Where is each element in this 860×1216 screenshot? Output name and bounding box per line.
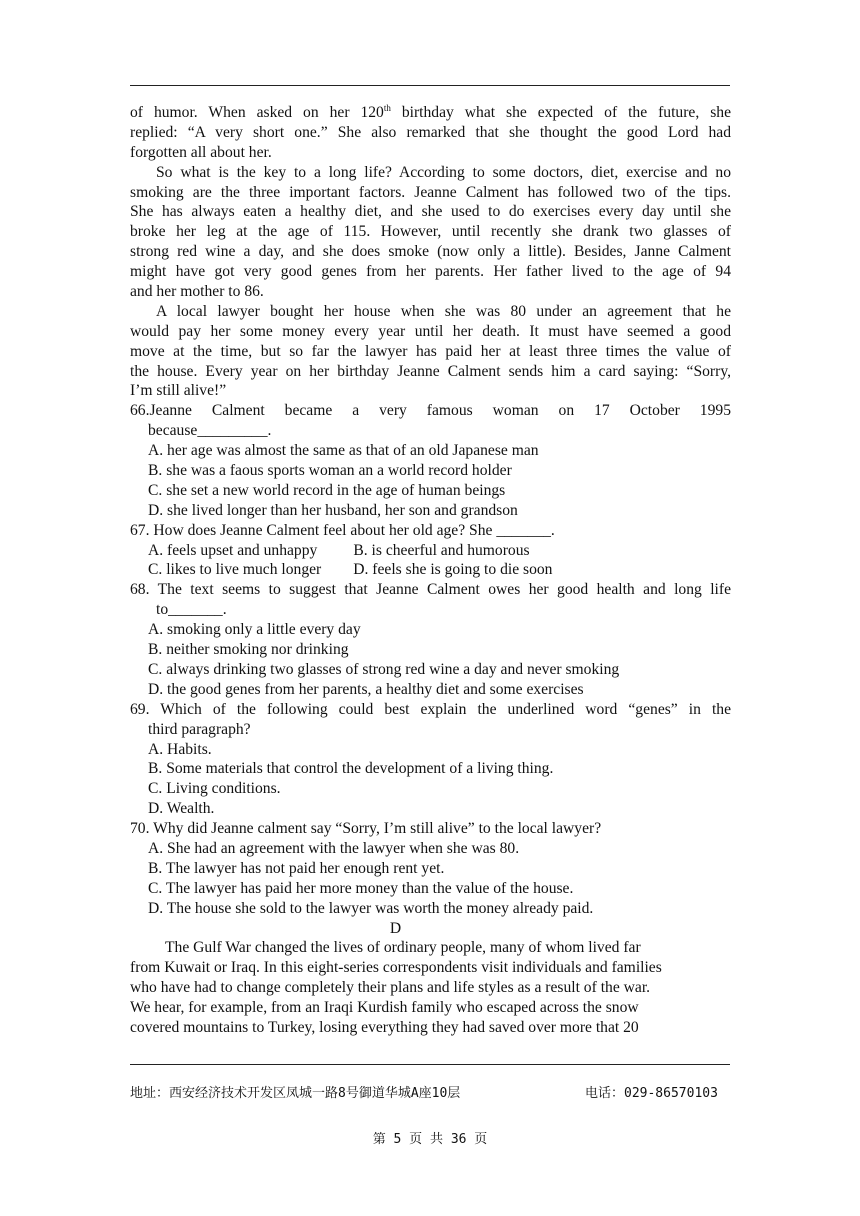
question-66-stem-cont: because_________. xyxy=(148,422,272,440)
passage-line: She has always eaten a healthy diet, and she used to do exercises every day until she xyxy=(130,203,731,221)
passage-line: replied: “A very short one.” She also remarked that she thought the good Lord had xyxy=(130,123,731,141)
passage-line: of humor. When asked on her 120th birthday what she expected of the future, she xyxy=(130,102,731,121)
option-67-a: A. feels upset and unhappy xyxy=(148,541,318,559)
passage-line: broke her leg at the age of 115. However, until recently she drank two glasses of xyxy=(130,223,731,241)
option-70-d: D. The house she sold to the lawyer was worth the money already paid. xyxy=(148,899,594,917)
passage-line: We hear, for example, from an Iraqi Kurdish family who escaped across the snow xyxy=(130,999,639,1017)
passage-line: covered mountains to Turkey, losing everything they had saved over more that 20 xyxy=(130,1018,639,1036)
option-66-d: D. she lived longer than her husband, her son and grandson xyxy=(148,501,518,519)
passage-line: So what is the key to a long life? According to some doctors, diet, exercise and no xyxy=(156,163,731,181)
option-row xyxy=(130,541,731,561)
question-69-stem-cont: third paragraph? xyxy=(148,720,251,738)
option-68-b: B. neither smoking nor drinking xyxy=(148,641,349,659)
option-68-a: A. smoking only a little every day xyxy=(148,621,361,639)
option-69-b: B. Some materials that control the development of a living thing. xyxy=(148,760,554,778)
passage-line: A local lawyer bought her house when she was 80 under an agreement that he xyxy=(156,302,731,320)
option-70-c: C. The lawyer has paid her more money than the value of the house. xyxy=(148,879,574,897)
question-70-stem: 70. Why did Jeanne calment say “Sorry, I’m still alive” to the local lawyer? xyxy=(130,820,602,838)
passage-line: I’m still alive!” xyxy=(130,382,227,400)
option-66-c: C. she set a new world record in the age of human beings xyxy=(148,481,506,499)
question-67-stem: 67. How does Jeanne Calment feel about her old age? She _______. xyxy=(130,521,555,539)
option-70-b: B. The lawyer has not paid her enough rent yet. xyxy=(148,859,445,877)
option-66-a: A. her age was almost the same as that of an old Japanese man xyxy=(148,442,539,460)
footer-phone: 电话：029-86570103 xyxy=(585,1086,718,1101)
passage-line: strong red wine a day, and she does smoke (now only a little). Besides, Janne Calment xyxy=(130,243,731,261)
option-68-c: C. always drinking two glasses of strong red wine a day and never smoking xyxy=(148,660,620,678)
question-68-stem-cont: to_______. xyxy=(156,601,227,619)
passage-line: smoking are the three important factors. Jeanne Calment has followed two of the tips. xyxy=(130,183,731,201)
question-68-stem: 68. The text seems to suggest that Jeanne Calment owes her good health and long life xyxy=(130,581,731,599)
passage-line: from Kuwait or Iraq. In this eight-series correspondents visit individuals and families xyxy=(130,959,662,977)
passage-line: who have had to change completely their plans and life styles as a result of the war. xyxy=(130,979,651,997)
section-d-heading: D xyxy=(389,919,402,937)
option-67-c: C. likes to live much longer xyxy=(148,561,322,579)
footer-address: 地址：西安经济技术开发区凤城一路8号御道华城A座10层 xyxy=(130,1086,461,1101)
passage-line: might have got very good genes from her parents. Her father lived to the age of 94 xyxy=(130,263,731,281)
option-69-a: A. Habits. xyxy=(148,740,212,758)
question-69-stem: 69. Which of the following could best explain the underlined word “genes” in the xyxy=(130,700,731,718)
footer-rule xyxy=(130,1064,730,1065)
header-rule xyxy=(130,85,730,86)
option-69-d: D. Wealth. xyxy=(148,800,215,818)
question-66-stem: 66.Jeanne Calment became a very famous woman on 17 October 1995 xyxy=(130,402,731,420)
passage-line: move at the time, but so far the lawyer has paid her at least three times the value of xyxy=(130,342,731,360)
option-68-d: D. the good genes from her parents, a healthy diet and some exercises xyxy=(148,680,584,698)
passage-line: would pay her some money every year until her death. It must have seemed a good xyxy=(130,322,731,340)
option-row xyxy=(130,560,731,580)
option-70-a: A. She had an agreement with the lawyer when she was 80. xyxy=(148,839,520,857)
option-67-d: D. feels she is going to die soon xyxy=(353,561,553,579)
option-67-b: B. is cheerful and humorous xyxy=(353,541,530,559)
page-body xyxy=(130,103,731,1038)
option-69-c: C. Living conditions. xyxy=(148,780,281,798)
passage-line: forgotten all about her. xyxy=(130,143,272,161)
passage-line: the house. Every year on her birthday Jeanne Calment sends him a card saying: “Sorry, xyxy=(130,362,731,380)
option-66-b: B. she was a faous sports woman an a world record holder xyxy=(148,462,512,480)
page-number: 第 5 页 共 36 页 xyxy=(372,1132,488,1147)
passage-line: and her mother to 86. xyxy=(130,283,264,301)
passage-line: The Gulf War changed the lives of ordinary people, many of whom lived far xyxy=(165,939,641,957)
